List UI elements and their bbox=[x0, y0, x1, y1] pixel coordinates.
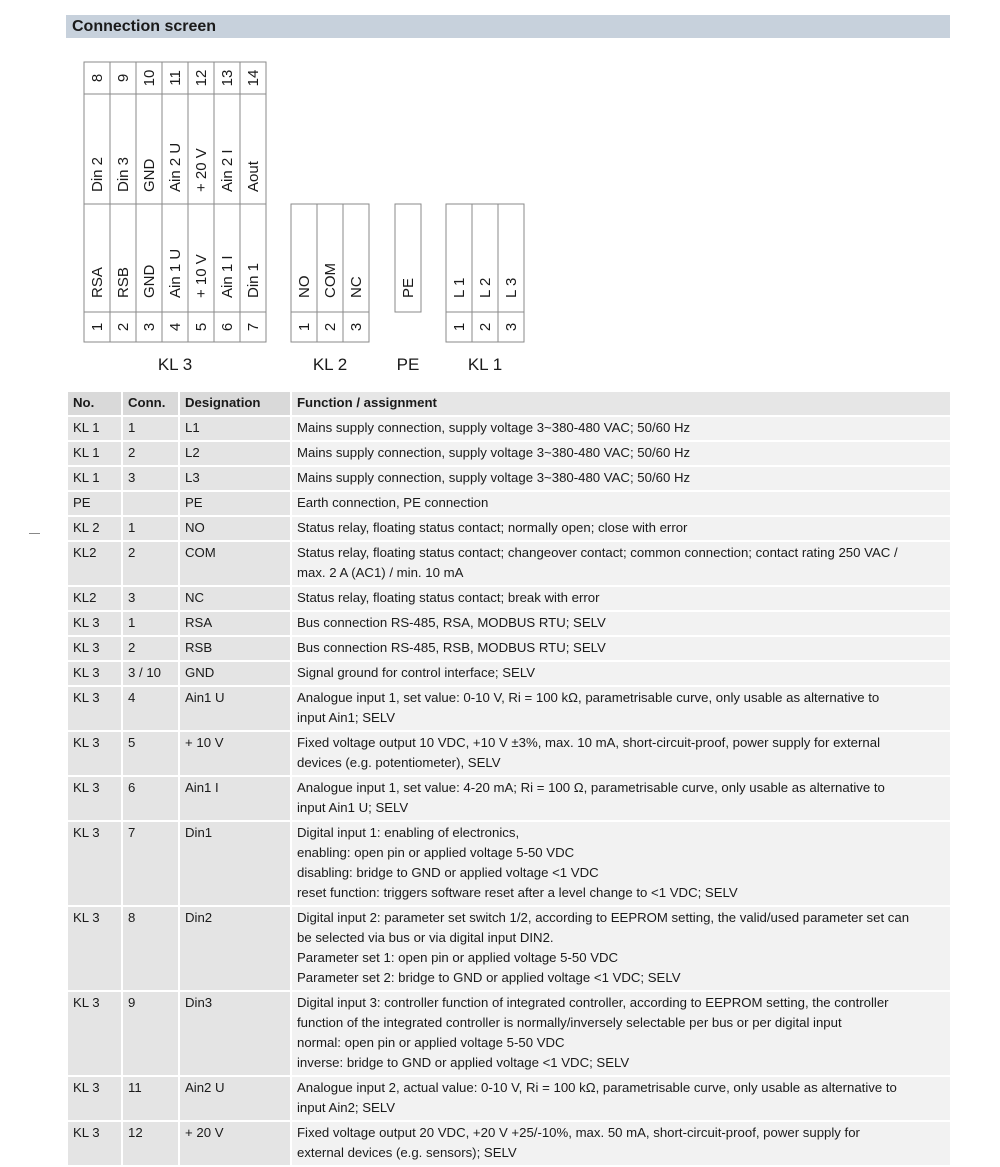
function-line: Analogue input 1, set value: 4-20 mA; Ri = 100 Ω, parametrisable curve, only usable as alternative to bbox=[297, 780, 885, 795]
kl2-pin: 1 bbox=[296, 322, 313, 332]
kl2-name: COM bbox=[322, 263, 339, 298]
cell-no: KL 3 bbox=[67, 1076, 122, 1121]
cell-designation: L2 bbox=[179, 441, 291, 466]
table-row bbox=[67, 636, 951, 661]
kl2-name: NC bbox=[348, 276, 365, 298]
cell-no: KL 3 bbox=[67, 1121, 122, 1166]
cell-function bbox=[291, 516, 951, 541]
kl3-bottom-names bbox=[89, 249, 262, 298]
table-row bbox=[67, 466, 951, 491]
function-line: function of the integrated controller is normally/inversely selectable per bus or per digital input bbox=[297, 1015, 842, 1030]
function-line: Bus connection RS-485, RSB, MODBUS RTU; SELV bbox=[297, 640, 606, 655]
function-line: Status relay, floating status contact; break with error bbox=[297, 590, 600, 605]
kl3-bottom-pin: 4 bbox=[167, 322, 184, 332]
kl1-name: L 1 bbox=[451, 277, 468, 298]
kl1-name: L 3 bbox=[503, 277, 520, 298]
cell-designation: RSA bbox=[179, 611, 291, 636]
cell-function bbox=[291, 466, 951, 491]
function-line: Analogue input 2, actual value: 0-10 V, Ri = 100 kΩ, parametrisable curve, only usable as alternative to bbox=[297, 1080, 897, 1095]
header-function: Function / assignment bbox=[291, 391, 951, 416]
kl3-bottom-name: GND bbox=[141, 264, 158, 298]
function-line: Fixed voltage output 20 VDC, +20 V +25/-10%, max. 50 mA, short-circuit-proof, power supply for bbox=[297, 1125, 860, 1140]
kl3-top-pin: 14 bbox=[245, 69, 262, 87]
kl3-top-pin: 13 bbox=[219, 69, 236, 87]
kl3-top-name: Din 2 bbox=[89, 156, 106, 192]
cell-no: KL 3 bbox=[67, 821, 122, 906]
function-line: devices (e.g. potentiometer), SELV bbox=[297, 755, 501, 770]
function-line: Bus connection RS-485, RSA, MODBUS RTU; SELV bbox=[297, 615, 606, 630]
kl3-bottom-pin: 2 bbox=[115, 322, 132, 332]
kl3-bottom-pin: 5 bbox=[193, 322, 210, 332]
table-row bbox=[67, 906, 951, 991]
header-no: No. bbox=[67, 391, 122, 416]
cell-function bbox=[291, 1076, 951, 1121]
cell-no: KL 1 bbox=[67, 466, 122, 491]
function-line: Mains supply connection, supply voltage 3~380-480 VAC; 50/60 Hz bbox=[297, 470, 691, 485]
function-line: Earth connection, PE connection bbox=[297, 495, 489, 510]
table-row bbox=[67, 611, 951, 636]
kl1-pin: 3 bbox=[503, 322, 520, 332]
cell-conn: 1 bbox=[122, 416, 179, 441]
cell-no: KL 3 bbox=[67, 611, 122, 636]
kl3-top-pin: 10 bbox=[141, 69, 158, 87]
cell-function bbox=[291, 416, 951, 441]
cell-no: KL2 bbox=[67, 586, 122, 611]
kl1-name: L 2 bbox=[477, 277, 494, 298]
function-line: Status relay, floating status contact; normally open; close with error bbox=[297, 520, 688, 535]
cell-conn: 2 bbox=[122, 441, 179, 466]
cell-designation: L1 bbox=[179, 416, 291, 441]
margin-mark bbox=[29, 533, 40, 534]
kl3-column-dividers bbox=[110, 62, 240, 342]
function-line: reset function: triggers software reset after a level change to <1 VDC; SELV bbox=[297, 885, 738, 900]
kl3-bottom-pin-numbers bbox=[89, 323, 262, 331]
cell-function bbox=[291, 906, 951, 991]
cell-designation: NO bbox=[179, 516, 291, 541]
cell-designation: Din2 bbox=[179, 906, 291, 991]
cell-conn: 12 bbox=[122, 1121, 179, 1166]
kl3-bottom-pin: 6 bbox=[219, 322, 236, 332]
cell-designation: + 10 V bbox=[179, 731, 291, 776]
section-title: Connection screen bbox=[66, 15, 950, 38]
kl3-label: KL 3 bbox=[157, 355, 193, 374]
table-row bbox=[67, 491, 951, 516]
cell-conn: 1 bbox=[122, 611, 179, 636]
function-line: Parameter set 1: open pin or applied voltage 5-50 VDC bbox=[297, 950, 619, 965]
kl3-top-names bbox=[89, 143, 262, 192]
cell-no: KL 1 bbox=[67, 441, 122, 466]
cell-designation: Ain1 U bbox=[179, 686, 291, 731]
kl3-top-name: Ain 2 I bbox=[219, 149, 236, 192]
table-row bbox=[67, 731, 951, 776]
cell-function bbox=[291, 686, 951, 731]
cell-no: PE bbox=[67, 491, 122, 516]
kl3-top-pin: 12 bbox=[193, 69, 210, 87]
cell-function bbox=[291, 611, 951, 636]
function-line: input Ain1 U; SELV bbox=[297, 800, 409, 815]
table-row bbox=[67, 541, 951, 586]
cell-conn: 3 bbox=[122, 586, 179, 611]
function-line: Status relay, floating status contact; changeover contact; common connection; contact rating 250 VAC / bbox=[297, 545, 898, 560]
table-header-row bbox=[67, 391, 951, 416]
cell-no: KL 3 bbox=[67, 991, 122, 1076]
table-row bbox=[67, 686, 951, 731]
kl2-name: NO bbox=[296, 275, 313, 298]
function-line: Digital input 3: controller function of integrated controller, according to EEPROM setting, the controller bbox=[297, 995, 889, 1010]
cell-designation: PE bbox=[179, 491, 291, 516]
kl3-bottom-name: RSA bbox=[89, 267, 106, 298]
kl3-top-pin: 9 bbox=[115, 73, 132, 83]
kl3-bottom-name: + 10 V bbox=[193, 254, 210, 298]
cell-no: KL 3 bbox=[67, 776, 122, 821]
cell-conn: 1 bbox=[122, 516, 179, 541]
cell-conn: 9 bbox=[122, 991, 179, 1076]
cell-function bbox=[291, 491, 951, 516]
cell-conn: 3 bbox=[122, 466, 179, 491]
cell-no: KL 3 bbox=[67, 731, 122, 776]
cell-conn: 4 bbox=[122, 686, 179, 731]
function-line: inverse: bridge to GND or applied voltage <1 VDC; SELV bbox=[297, 1055, 630, 1070]
cell-function bbox=[291, 441, 951, 466]
function-line: max. 2 A (AC1) / min. 10 mA bbox=[297, 565, 464, 580]
cell-conn: 2 bbox=[122, 636, 179, 661]
cell-function bbox=[291, 1121, 951, 1166]
table-row bbox=[67, 516, 951, 541]
cell-function bbox=[291, 731, 951, 776]
kl3-top-pin-numbers bbox=[89, 70, 262, 87]
function-line: Analogue input 1, set value: 0-10 V, Ri = 100 kΩ, parametrisable curve, only usable as alternative to bbox=[297, 690, 880, 705]
function-line: normal: open pin or applied voltage 5-50 VDC bbox=[297, 1035, 565, 1050]
table-row bbox=[67, 991, 951, 1076]
kl3-bottom-pin: 3 bbox=[141, 322, 158, 332]
kl1-label: KL 1 bbox=[467, 355, 503, 374]
function-line: input Ain2; SELV bbox=[297, 1100, 395, 1115]
cell-no: KL 3 bbox=[67, 661, 122, 686]
kl3-bottom-name: Ain 1 U bbox=[167, 248, 184, 298]
kl3-top-name: + 20 V bbox=[193, 148, 210, 192]
cell-function bbox=[291, 991, 951, 1076]
table-row bbox=[67, 441, 951, 466]
function-line: be selected via bus or via digital input DIN2. bbox=[297, 930, 554, 945]
kl3-top-name: GND bbox=[141, 158, 158, 192]
function-line: Digital input 2: parameter set switch 1/2, according to EEPROM setting, the valid/used parameter set can bbox=[297, 910, 910, 925]
kl3-top-pin: 11 bbox=[167, 70, 184, 86]
table-row bbox=[67, 776, 951, 821]
cell-no: KL 3 bbox=[67, 636, 122, 661]
cell-function bbox=[291, 541, 951, 586]
cell-conn: 7 bbox=[122, 821, 179, 906]
table-row bbox=[67, 416, 951, 441]
cell-no: KL 3 bbox=[67, 686, 122, 731]
cell-conn: 5 bbox=[122, 731, 179, 776]
pe-label: PE bbox=[396, 355, 420, 374]
cell-designation: NC bbox=[179, 586, 291, 611]
cell-conn: 11 bbox=[122, 1076, 179, 1121]
connection-table bbox=[66, 390, 952, 1167]
cell-no: KL 3 bbox=[67, 906, 122, 991]
cell-function bbox=[291, 586, 951, 611]
function-line: Mains supply connection, supply voltage 3~380-480 VAC; 50/60 Hz bbox=[297, 420, 691, 435]
table-row bbox=[67, 661, 951, 686]
kl3-bottom-pin: 7 bbox=[245, 322, 262, 332]
cell-function bbox=[291, 661, 951, 686]
kl1-pin: 2 bbox=[477, 322, 494, 332]
function-line: Digital input 1: enabling of electronics, bbox=[297, 825, 520, 840]
kl1-pin: 1 bbox=[451, 322, 468, 332]
function-line: Fixed voltage output 10 VDC, +10 V ±3%, max. 10 mA, short-circuit-proof, power supply for external bbox=[297, 735, 880, 750]
cell-function bbox=[291, 636, 951, 661]
function-line: enabling: open pin or applied voltage 5-50 VDC bbox=[297, 845, 575, 860]
kl3-block-outline bbox=[84, 62, 266, 342]
kl3-bottom-pin: 1 bbox=[89, 322, 106, 332]
function-line: Mains supply connection, supply voltage 3~380-480 VAC; 50/60 Hz bbox=[297, 445, 691, 460]
function-line: input Ain1; SELV bbox=[297, 710, 395, 725]
kl2-pin: 2 bbox=[322, 322, 339, 332]
cell-conn: 6 bbox=[122, 776, 179, 821]
kl3-bottom-name: Din 1 bbox=[245, 262, 262, 298]
kl3-bottom-name: RSB bbox=[115, 267, 132, 298]
cell-function bbox=[291, 821, 951, 906]
cell-no: KL2 bbox=[67, 541, 122, 586]
cell-designation: GND bbox=[179, 661, 291, 686]
cell-designation: Din1 bbox=[179, 821, 291, 906]
kl3-top-name: Din 3 bbox=[115, 156, 132, 192]
pe-name: PE bbox=[400, 277, 417, 298]
kl3-top-pin: 8 bbox=[89, 73, 106, 83]
cell-designation: + 20 V bbox=[179, 1121, 291, 1166]
cell-designation: Ain1 I bbox=[179, 776, 291, 821]
table-row bbox=[67, 586, 951, 611]
kl3-bottom-name: Ain 1 I bbox=[219, 255, 236, 298]
cell-conn: 2 bbox=[122, 541, 179, 586]
terminal-diagram bbox=[0, 0, 1000, 390]
cell-conn bbox=[122, 491, 179, 516]
cell-conn: 3 / 10 bbox=[122, 661, 179, 686]
cell-designation: L3 bbox=[179, 466, 291, 491]
header-conn: Conn. bbox=[122, 391, 179, 416]
cell-designation: RSB bbox=[179, 636, 291, 661]
kl2-pin: 3 bbox=[348, 322, 365, 332]
function-line: Parameter set 2: bridge to GND or applied voltage <1 VDC; SELV bbox=[297, 970, 681, 985]
table-row bbox=[67, 1121, 951, 1166]
function-line: external devices (e.g. sensors); SELV bbox=[297, 1145, 517, 1160]
table-row bbox=[67, 1076, 951, 1121]
kl1-block-outline bbox=[446, 204, 524, 342]
function-line: disabling: bridge to GND or applied voltage <1 VDC bbox=[297, 865, 599, 880]
kl2-label: KL 2 bbox=[312, 355, 348, 374]
cell-function bbox=[291, 776, 951, 821]
kl1-column-dividers bbox=[472, 204, 498, 342]
cell-designation: Din3 bbox=[179, 991, 291, 1076]
cell-designation: COM bbox=[179, 541, 291, 586]
cell-no: KL 2 bbox=[67, 516, 122, 541]
kl3-top-name: Aout bbox=[245, 161, 262, 192]
cell-conn: 8 bbox=[122, 906, 179, 991]
header-designation: Designation bbox=[179, 391, 291, 416]
cell-designation: Ain2 U bbox=[179, 1076, 291, 1121]
table-row bbox=[67, 821, 951, 906]
function-line: Signal ground for control interface; SELV bbox=[297, 665, 535, 680]
cell-no: KL 1 bbox=[67, 416, 122, 441]
kl3-top-name: Ain 2 U bbox=[167, 142, 184, 192]
